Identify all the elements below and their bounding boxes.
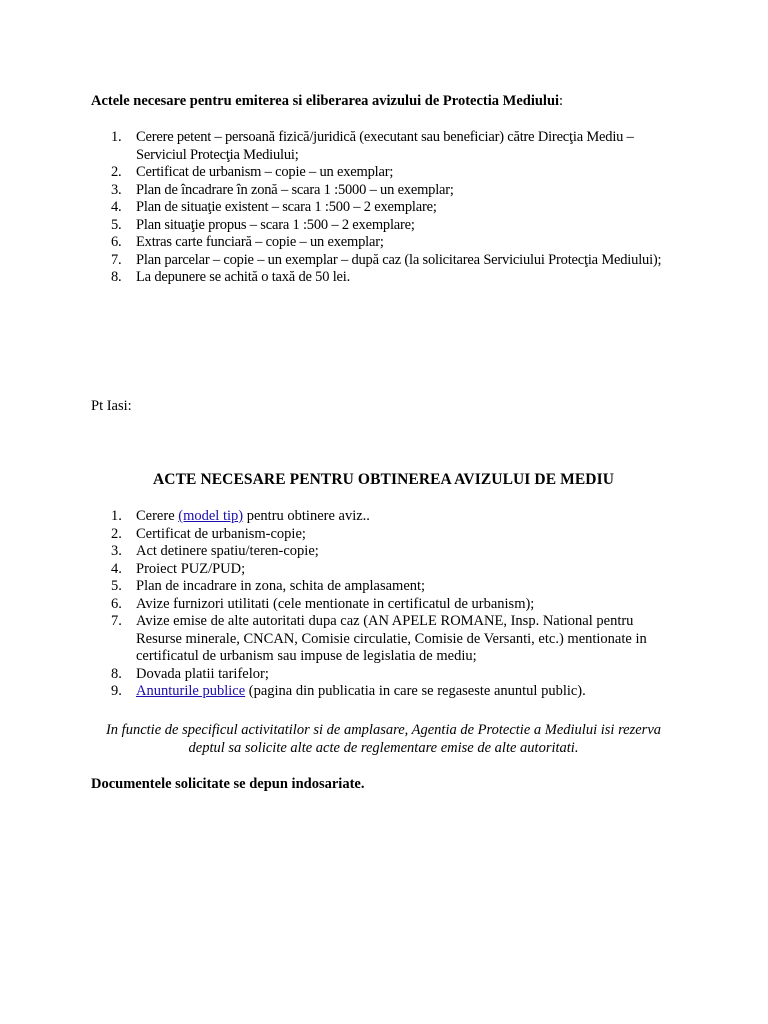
list-item bbox=[91, 182, 676, 200]
list-item-number: 2. bbox=[111, 525, 122, 542]
list-item bbox=[91, 129, 676, 164]
list-item bbox=[91, 666, 676, 684]
list-item-text: Certificat de urbanism – copie – un exemplar; bbox=[136, 164, 394, 180]
list-item-number: 5. bbox=[111, 578, 122, 594]
list-item bbox=[91, 543, 676, 561]
list-item bbox=[91, 269, 676, 287]
list-item-text: Cerere bbox=[136, 508, 179, 524]
required-documents-list bbox=[91, 129, 676, 287]
list-item-text: Plan de situaţie existent – scara 1 :500 – 2 exemplare; bbox=[136, 199, 437, 215]
italic-note: In functie de specificul activitatilor si de amplasare, Agentia de Protectie a Mediului isi rezerva deptul sa solicite alte acte de reglementare emise de alte autoritati. bbox=[105, 722, 662, 756]
list-item bbox=[91, 234, 676, 252]
list-item bbox=[91, 217, 676, 235]
list-item-text: Avize emise de alte autoritati dupa caz (AN APELE ROMANE, Insp. National pentru Resurse minerale, CNCAN, Comisie circulatie, Comisie de Versanti, etc.) mentionate in certificatul de urbanism sau impuse de legislatia de mediu; bbox=[136, 613, 647, 664]
list-item-number: 7. bbox=[111, 613, 122, 629]
list-item bbox=[91, 164, 676, 182]
list-item-number: 5. bbox=[111, 216, 122, 233]
section1-title: Actele necesare pentru emiterea si eliberarea avizului de Protectia Mediului bbox=[91, 93, 560, 109]
pt-iasi-label: Pt Iasi: bbox=[91, 398, 132, 414]
list-item-number: 4. bbox=[111, 199, 122, 215]
environmental-permit-documents-list bbox=[91, 508, 676, 701]
list-item-text: Extras carte funciară – copie – un exemplar; bbox=[136, 234, 384, 250]
list-item-number: 8. bbox=[111, 269, 122, 285]
list-item-number: 1. bbox=[111, 129, 122, 145]
closing-statement: Documentele solicitate se depun indosariate. bbox=[91, 776, 365, 792]
list-item-number: 6. bbox=[111, 234, 122, 250]
list-item-text: La depunere se achită o taxă de 50 lei. bbox=[136, 269, 351, 285]
list-item bbox=[91, 613, 676, 666]
list-item-number: 3. bbox=[111, 543, 122, 559]
list-item bbox=[91, 526, 676, 544]
list-item bbox=[91, 252, 676, 270]
list-item bbox=[91, 508, 676, 526]
list-item-text: Plan situaţie propus – scara 1 :500 – 2 exemplare; bbox=[136, 216, 415, 233]
section1-title-suffix: : bbox=[559, 93, 564, 109]
list-item-text: Dovada platii tarifelor; bbox=[136, 665, 269, 682]
list-item-text-after-link: (pagina din publicatia in care se regaseste anuntul public). bbox=[245, 683, 586, 699]
list-item bbox=[91, 683, 676, 701]
list-item-number: 4. bbox=[111, 560, 122, 577]
list-item-text: Act detinere spatiu/teren-copie; bbox=[136, 543, 319, 559]
list-item-text: Cerere petent – persoană fizică/juridică (executant sau beneficiar) către Direcţia Mediu – Serviciul Protecţia Mediului; bbox=[136, 129, 634, 163]
list-item-text-after-link: pentru obtinere aviz.. bbox=[243, 508, 370, 524]
anunturile-publice-link[interactable]: Anunturile publice bbox=[136, 683, 246, 699]
list-item-number: 6. bbox=[111, 595, 122, 612]
list-item-number: 2. bbox=[111, 164, 122, 180]
list-item-number: 1. bbox=[111, 508, 122, 524]
list-item-number: 9. bbox=[111, 683, 122, 699]
list-item-number: 3. bbox=[111, 181, 122, 198]
list-item-number: 7. bbox=[111, 251, 122, 268]
list-item-text: Plan parcelar – copie – un exemplar – după caz (la solicitarea Serviciului Protecţia Mediului); bbox=[136, 251, 662, 268]
list-item-text: Plan de incadrare in zona, schita de amplasament; bbox=[136, 578, 426, 594]
list-item-number: 8. bbox=[111, 665, 122, 682]
list-item bbox=[91, 199, 676, 217]
list-item-text: Proiect PUZ/PUD; bbox=[136, 560, 246, 577]
list-item-text: Certificat de urbanism-copie; bbox=[136, 525, 306, 542]
section1-heading bbox=[91, 93, 676, 111]
list-item-text: Avize furnizori utilitati (cele mentionate in certificatul de urbanism); bbox=[136, 595, 535, 612]
list-item bbox=[91, 561, 676, 579]
list-item bbox=[91, 578, 676, 596]
list-item-text: Plan de încadrare în zonă – scara 1 :5000 – un exemplar; bbox=[136, 181, 454, 198]
section2-heading: ACTE NECESARE PENTRU OBTINEREA AVIZULUI DE MEDIU bbox=[153, 471, 614, 488]
model-tip-link[interactable]: (model tip) bbox=[178, 508, 244, 524]
list-item bbox=[91, 596, 676, 614]
